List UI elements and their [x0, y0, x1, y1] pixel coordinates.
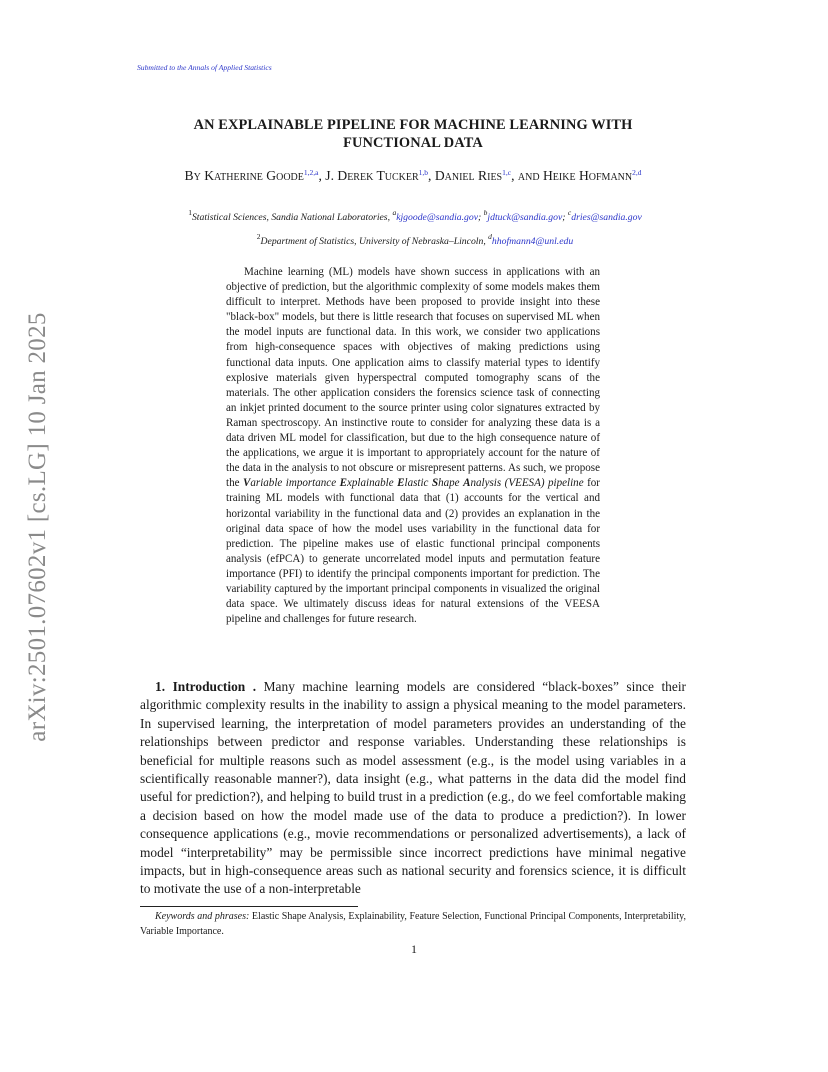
- veesa-e1: E: [339, 477, 347, 490]
- author-list: By Katherine Goode$^{1,2,a}$, J. Derek Tucker$^{1,b}$, Daniel Ries$^{1,c}$, and Heike Hofmann$^{2,d}$: [184, 168, 642, 183]
- email-b-marker: b: [483, 208, 488, 217]
- and-label: , and: [511, 168, 540, 183]
- veesa-s: S: [431, 477, 439, 490]
- veesa-s-rest: hape: [438, 477, 464, 490]
- footnote-rule: [140, 906, 358, 907]
- introduction-section: [140, 678, 686, 899]
- veesa-a: A: [463, 477, 471, 490]
- affiliation-1: $^1$Statistical Sciences, Sandia National Laboratories, $^a$kjgoode@sandia.gov; $^b$jdtuck@sandia.gov; $^c$dries@sandia.gov: [188, 208, 642, 223]
- keywords-paragraph: [140, 910, 686, 939]
- author-hofmann-affiliation[interactable]: 2,d: [632, 168, 642, 177]
- title-line-2: FUNCTIONAL DATA: [343, 135, 483, 151]
- email-a-marker: a: [392, 208, 397, 217]
- email-d-marker: d: [488, 232, 492, 241]
- keywords-footnote: [140, 910, 686, 939]
- affiliation-2: [150, 232, 680, 247]
- email-c-marker: c: [567, 208, 572, 217]
- veesa-v: V: [243, 477, 251, 490]
- affiliation-1-number: 1: [188, 208, 192, 217]
- author-goode: Katherine Goode: [204, 168, 304, 183]
- arxiv-identifier: arXiv:2501.07602v1 [cs.LG] 10 Jan 2025: [24, 312, 51, 742]
- abstract-text-part-1: Machine learning (ML) models have shown success in applications with an objective of prediction, but the algorithmic complexity of some models makes them difficult to interpret. Methods have been proposed to provide insight into these "black-box" models, but there is little research that focuses on supervised ML when the model inputs are functional data. In this work, we consider two applications from high-consequence spaces with objectives of making predictions using functional data inputs. One application aims to classify material types to identify explosive materials given hyperspectral computed tomography scans of the materials. The other application considers the forensics science task of connecting an inkjet printed document to the source printer using color signatures extracted by Raman spectroscopy. An instinctive route to consider for analyzing these data is a data driven ML model for classification, but due to the high consequence nature of the applications, we argue it is important to appropriately account for the nature of the data in the analysis to not obscure or misrepresent patterns. As such, we propose the: [226, 266, 600, 490]
- by-label: By: [184, 168, 201, 183]
- introduction-paragraph: [140, 678, 686, 899]
- title-line-1: AN EXPLAINABLE PIPELINE FOR MACHINE LEARNING WITH: [193, 117, 633, 133]
- email-link-ries[interactable]: dries@sandia.gov: [571, 212, 642, 223]
- email-link-goode[interactable]: kjgoode@sandia.gov: [396, 212, 479, 223]
- affiliation-2-text: Department of Statistics, University of Nebraska–Lincoln,: [260, 236, 489, 247]
- author-hofmann: Heike Hofmann: [542, 168, 633, 183]
- keywords-label: Keywords and phrases:: [155, 911, 250, 922]
- email-link-hofmann[interactable]: hhofmann4@unl.edu: [491, 236, 574, 247]
- author-ries: Daniel Ries: [434, 168, 503, 183]
- section-heading-introduction: 1. Introduction .: [155, 679, 257, 694]
- email-link-tucker[interactable]: jdtuck@sandia.gov: [487, 212, 563, 223]
- author-ries-affiliation[interactable]: 1,c: [502, 168, 512, 177]
- keywords-text: Elastic Shape Analysis, Explainability, Feature Selection, Functional Principal Components, Interpretability, Variable Importance.: [140, 911, 687, 937]
- introduction-text: Many machine learning models are considered “black-boxes” since their algorithmic complexity results in the inability to assign a physical meaning to the model parameters. In supervised learning, the interpretation of model parameters provides an understanding of the relationships between predictor and response variables. Understanding these relationships is beneficial for multiple reasons such as model assessment (e.g., is the model using variables in a scientifically reasonable manner?), data insight (e.g., what patterns in the data did the model find useful for prediction?), and helping to build trust in a prediction (e.g., do we feel comfortable making a decision based on how the model made use of the data to produce a prediction?). In lower consequence applications (e.g., movie recommendations or personalized advertisements), a lack of model “interpretability” may be permissible since incorrect predictions have minimal negative impacts, but in high-consequence areas such as national security and forensics science, it is difficult to motivate the use of a non-interpretable: [140, 679, 687, 897]
- veesa-e2: E: [397, 477, 405, 490]
- veesa-v-rest: ariable importance: [250, 477, 340, 490]
- abstract-paragraph: [226, 265, 600, 627]
- veesa-a-rest: nalysis (VEESA) pipeline: [470, 477, 584, 490]
- abstract: [226, 265, 600, 627]
- affiliation-1-text: Statistical Sciences, Sandia National Laboratories,: [191, 212, 393, 223]
- author-tucker: J. Derek Tucker: [325, 168, 419, 183]
- author-goode-affiliation[interactable]: 1,2,a: [303, 168, 319, 177]
- journal-header[interactable]: Submitted to the Annals of Applied Statistics: [137, 63, 272, 72]
- abstract-text-part-2: for training ML models with functional data that (1) accounts for the vertical and horizontal variability in the functional data and (2) provides an explanation in the original data space of how the model uses variability in the functional data for prediction. The pipeline makes use of elastic functional principal components analysis (efPCA) to generate uncorrelated model inputs and permutation feature importance (PFI) to identify the principal components important for prediction. The variability captured by the important principal components in visualized the original data space. We ultimately discuss ideas for natural extensions of the VEESA pipeline and challenges for future research.: [226, 477, 600, 626]
- veesa-e1-rest: xplainable: [346, 477, 398, 490]
- page-number: 1: [411, 942, 417, 956]
- veesa-e2-rest: lastic: [404, 477, 432, 490]
- paper-title: [140, 116, 686, 152]
- author-tucker-affiliation[interactable]: 1,b: [418, 168, 429, 177]
- affiliation-2-number: 2: [256, 232, 261, 241]
